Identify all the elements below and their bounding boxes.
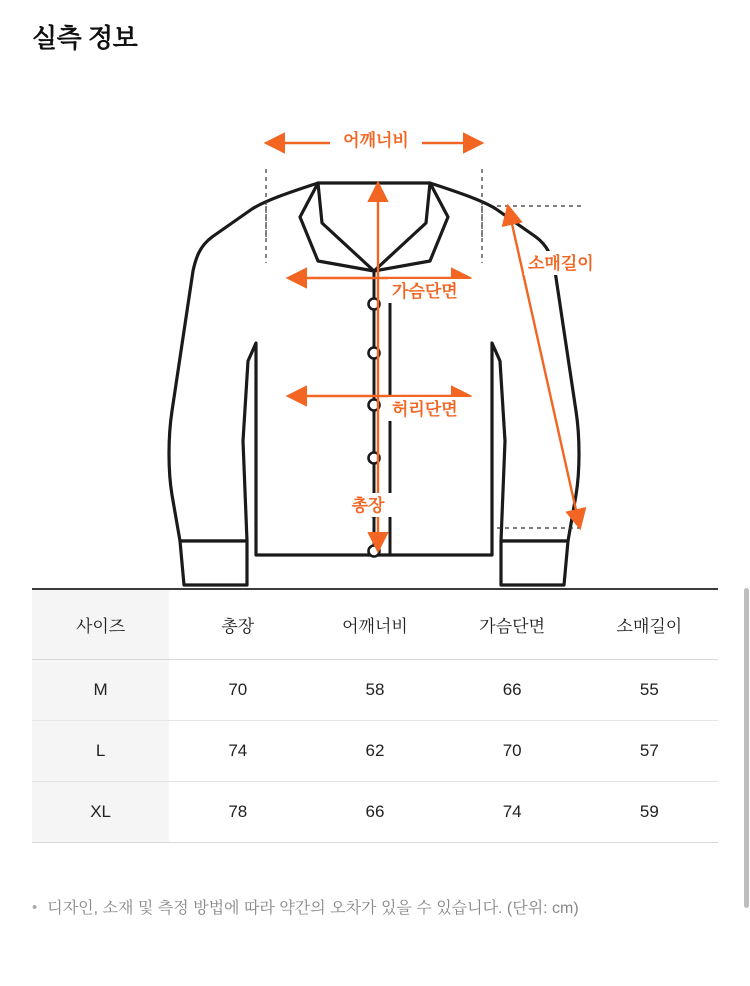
cell-length: 78 xyxy=(169,782,306,843)
page-title: 실측 정보 xyxy=(32,23,138,53)
size-table-area xyxy=(32,588,718,843)
table-row xyxy=(32,660,718,721)
cell-sleeve: 59 xyxy=(581,782,718,843)
table-row xyxy=(32,721,718,782)
header-sleeve: 소매길이 xyxy=(581,589,718,660)
scrollbar-track[interactable] xyxy=(744,0,750,986)
cell-size: L xyxy=(32,721,169,782)
header-length: 총장 xyxy=(169,589,306,660)
shirt-measurement-diagram xyxy=(0,111,750,611)
table-header-row xyxy=(32,589,718,660)
size-table xyxy=(32,588,718,843)
table-row xyxy=(32,782,718,843)
cell-sleeve: 57 xyxy=(581,721,718,782)
header-shoulder: 어깨너비 xyxy=(306,589,443,660)
label-chest: 가슴단면 xyxy=(392,282,458,301)
cell-chest: 74 xyxy=(444,782,581,843)
header-chest: 가슴단면 xyxy=(444,589,581,660)
header-size: 사이즈 xyxy=(32,589,169,660)
cell-length: 70 xyxy=(169,660,306,721)
cell-size: M xyxy=(32,660,169,721)
label-waist: 허리단면 xyxy=(392,400,458,419)
scrollbar-thumb[interactable] xyxy=(744,588,749,908)
label-sleeve: 소매길이 xyxy=(528,254,594,273)
bullet-icon: • xyxy=(32,899,38,916)
measurement-note xyxy=(32,896,722,922)
cell-length: 74 xyxy=(169,721,306,782)
label-length: 총장 xyxy=(351,496,385,515)
cell-shoulder: 66 xyxy=(306,782,443,843)
note-text: 디자인, 소재 및 측정 방법에 따라 약간의 오차가 있을 수 있습니다. (단위: cm) xyxy=(47,900,579,917)
cell-shoulder: 58 xyxy=(306,660,443,721)
cell-size: XL xyxy=(32,782,169,843)
cell-chest: 66 xyxy=(444,660,581,721)
cell-shoulder: 62 xyxy=(306,721,443,782)
cell-sleeve: 55 xyxy=(581,660,718,721)
label-shoulder: 어깨너비 xyxy=(343,131,409,150)
cell-chest: 70 xyxy=(444,721,581,782)
